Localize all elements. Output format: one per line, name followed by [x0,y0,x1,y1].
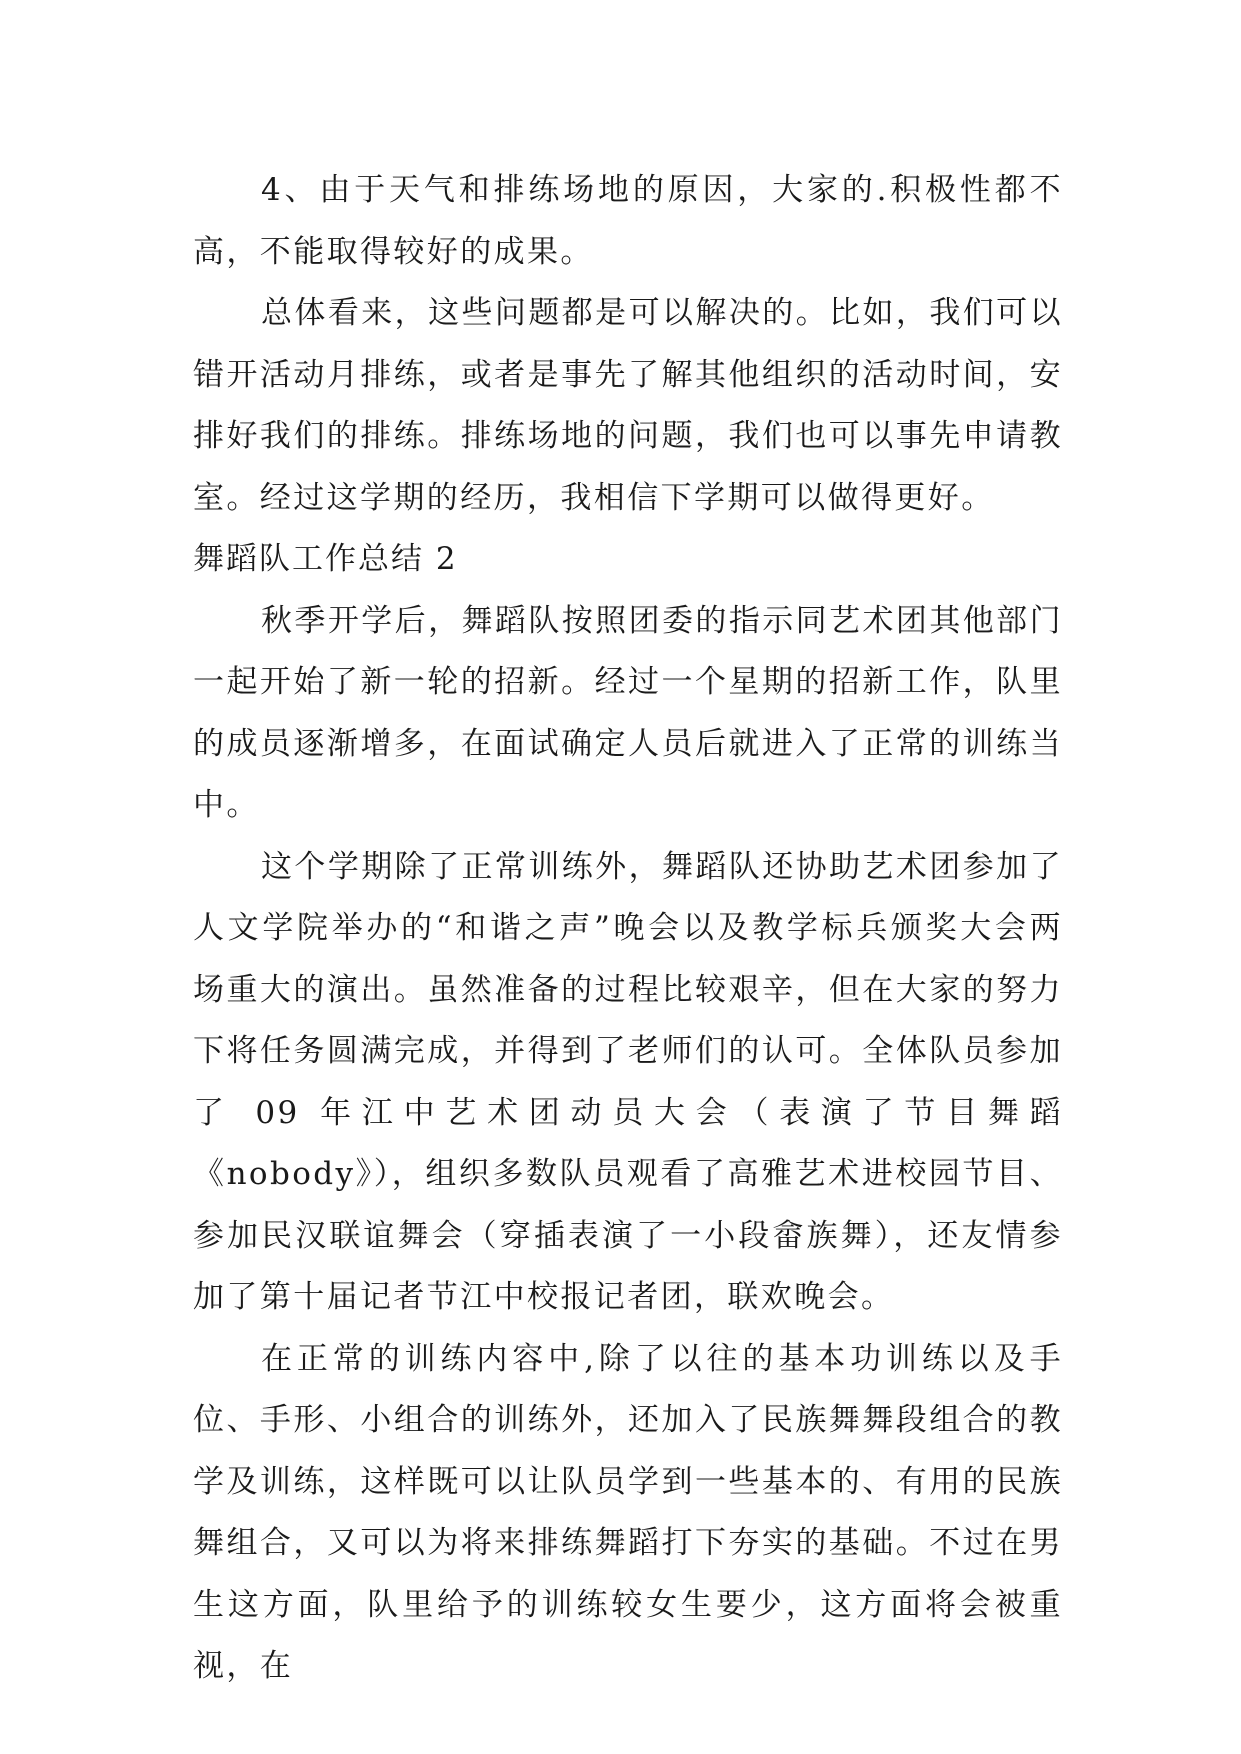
paragraph-weather-issue: 4、由于天气和排练场地的原因，大家的.积极性都不高，不能取得较好的成果。 [193,172,1063,270]
paragraph-overall-summary: 总体看来，这些问题都是可以解决的。比如，我们可以错开活动月排练，或者是事先了解其他组织的活动时间，安排好我们的排练。排练场地的问题，我们也可以事先申请教室。经过这学期的经历，我相信下学期可以做得更好。 [193,295,1063,516]
paragraph-recruitment: 秋季开学后，舞蹈队按照团委的指示同艺术团其他部门一起开始了新一轮的招新。经过一个星期的招新工作，队里的成员逐渐增多，在面试确定人员后就进入了正常的训练当中。 [193,602,1063,823]
paragraph-training: 在正常的训练内容中,除了以往的基本功训练以及手位、手形、小组合的训练外，还加入了民族舞舞段组合的教学及训练，这样既可以让队员学到一些基本的、有用的民族舞组合，又可以为将来排练舞蹈打下夯实的基础。不过在男生这方面，队里给予的训练较女生要少，这方面将会被重视，在 [193,1340,1063,1684]
section-heading: 舞蹈队工作总结 2 [193,541,458,577]
paragraph-performances: 这个学期除了正常训练外，舞蹈队还协助艺术团参加了人文学院举办的“和谐之声”晚会以及教学标兵颁奖大会两场重大的演出。虽然准备的过程比较艰辛，但在大家的努力下将任务圆满完成，并得到了老师们的认可。全体队员参加了 09 年江中艺术团动员大会（表演了节目舞蹈《nobody》），组织多数队员观看了高雅艺术进校园节目、参加民汉联谊舞会（穿插表演了一小段畲族舞），还友情参加了第十届记者节江中校报记者团，联欢晚会。 [193,848,1063,1315]
document-body [193,160,1063,1698]
